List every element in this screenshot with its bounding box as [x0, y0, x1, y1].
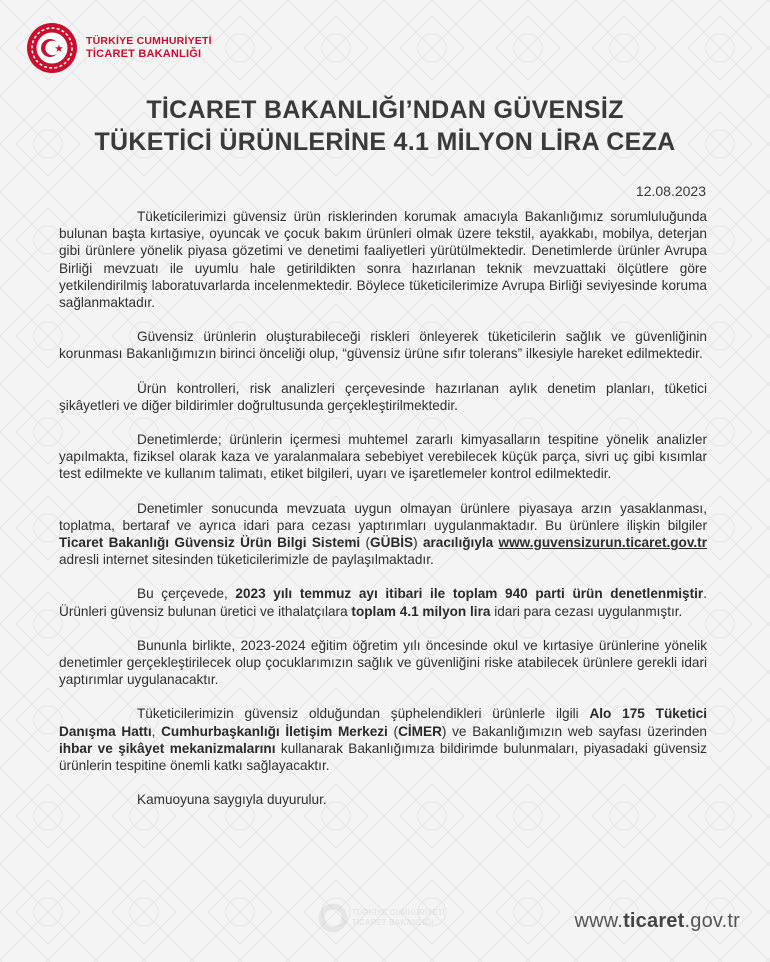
page-title [40, 94, 730, 158]
paragraph-5 [59, 500, 707, 569]
penalty-amount-highlight: toplam 4.1 milyon lira [351, 603, 491, 619]
paragraph-8-text: Tüketicilerimizin güvensiz olduğundan şüphelendikleri ürünlerle ilgili [137, 706, 590, 722]
footer-url-prefix: www. [574, 910, 624, 932]
paragraph-4: Denetimlerde; ürünlerin içermesi muhtemel zararlı kimyasalların tespitine yönelik analizler yapılmakta, fiziksel olarak kaza ve yaralanmalara sebebiyet verebilecek küçük parça, sivri uç gibi kısımlar test edilmekte ve kullanım talimatı, etiket bilgileri, uyarı ve işaretlemeler kontrol edilmektedir. [59, 432, 707, 482]
paragraph-6-text: . Ürünleri güvensiz bulunan üretici ve ithalatçılara [59, 586, 707, 619]
ministry-logo [26, 22, 212, 74]
gubis-abbreviation: GÜBİS [370, 535, 414, 551]
cimer-name: Cumhurbaşkanlığı İletişim Merkezi [161, 723, 388, 739]
paragraph-6 [59, 585, 707, 619]
paragraph-8-text: ( [387, 723, 399, 739]
paragraph-7: Bununla birlikte, 2023-2024 eğitim öğretim yılı öncesinde okul ve kırtasiye ürünlerine yönelik denetimler gerçekleştirilecek olup çocuklarımızın sağlık ve güvenliğini riske atabilecek ürünlere gerekli idari yaptırımlar uygulanacaktır. [59, 637, 707, 688]
paragraph-8-text: kullanarak Bakanlığımıza bildirimde bulunmaları, piyasadaki güvensiz ürünlerin tespitine önemli katkı sağlayacaktır. [59, 740, 707, 774]
paragraph-5-bold: aracılığıyla [422, 535, 494, 551]
watermark-line-1: TÜRKİYE CUMHURİYETİ [352, 908, 445, 917]
watermark-line-2: TİCARET BAKANLIĞI [352, 918, 434, 927]
logo-line-1: TÜRKİYE CUMHURİYETİ [86, 35, 212, 47]
inspection-count-highlight: 2023 yılı temmuz ayı itibari ile toplam 940 parti ürün denetlenmiştir [235, 586, 704, 602]
paragraph-3: Ürün kontrolleri, risk analizleri çerçevesinde hazırlanan aylık denetim planları, tüketici şikâyetleri ve diğer bildirimler doğrultusunda gerçekleştirilmektedir. [59, 380, 707, 413]
cimer-abbreviation: CİMER [398, 723, 442, 739]
paragraph-1: Tüketicilerimizi güvensiz ürün risklerinden korumak amacıyla Bakanlığımız sorumluluğunda bulunan başta kırtasiye, oyuncak ve çocuk bakım ürünleri olmak üzere tekstil, ayakkabı, mobilya, deterjan gibi ürünlere yönelik piyasa gözetimi ve denetimi faaliyetleri yürütülmektedir. Denetimlerde ürünler Avrupa Birliği mevzuatı ile uyumlu hale getirildikten sonra hazırlanan teknik mevzuattaki ölçütlere göre yetkilendirilmiş laboratuvarlarda incelenmektedir. Böylece tüketicilerimize Avrupa Birliği seviyesinde koruma sağlanmaktadır. [59, 209, 707, 311]
paragraph-5-text: adresli internet sitesinden tüketicilerimizle de paylaşılmaktadır. [59, 552, 434, 568]
footer-watermark-logo [318, 903, 445, 933]
paragraph-5-text: Denetimler sonucunda mevzuata uygun olmayan ürünlere piyasaya arzın yasaklanması, toplatma, bertaraf ve ayrıca idari para cezası yaptırımları uygulanmaktadır. Bu ürünlere ilişkin bilgiler [59, 500, 707, 533]
press-release-body [59, 208, 707, 825]
logo-line-2: TİCARET BAKANLIĞI [86, 48, 202, 60]
footer-url-suffix: .gov.tr [684, 910, 740, 932]
complaint-mechanisms: ihbar ve şikâyet mekanizmalarını [59, 740, 276, 756]
paragraph-2: Güvensiz ürünlerin oluşturabileceği riskleri önleyerek tüketicilerin sağlık ve güvenliğinin korunması Bakanlığımızın birinci önceliği olup, “güvensiz ürüne sıfır tolerans” ilkesiyle hareket edilmektedir. [59, 329, 707, 362]
gubis-system-name: Ticaret Bakanlığı Güvensiz Ürün Bilgi Sistemi [59, 535, 361, 551]
footer-url-domain: ticaret [623, 910, 685, 932]
paragraph-8-text: , [151, 723, 162, 739]
guvensiz-urun-link[interactable]: www.guvensizurun.ticaret.gov.tr [498, 535, 707, 551]
footer-website-link[interactable] [574, 910, 740, 933]
title-line-2: TÜKETİCİ ÜRÜNLERİNE 4.1 MİLYON LİRA CEZA [94, 128, 676, 156]
paragraph-6-text: idari para cezası uygulanmıştır. [490, 603, 683, 619]
paragraph-8-text: ) ve Bakanlığımızın web sayfası üzerinden [441, 723, 707, 739]
paragraph-5-text: ( [360, 535, 371, 551]
paragraph-5-text: ) [413, 535, 423, 551]
paragraph-6-text: Bu çerçevede, [137, 586, 236, 602]
paragraph-8 [59, 705, 707, 774]
title-line-1: TİCARET BAKANLIĞI’NDAN GÜVENSİZ [146, 96, 624, 124]
release-date: 12.08.2023 [635, 183, 706, 199]
watermark-emblem-icon [318, 903, 348, 933]
ministry-emblem-icon [26, 22, 78, 74]
alo-175-hotline: Alo 175 Tüketici Danışma Hattı [59, 706, 708, 739]
paragraph-9: Kamuoyuna saygıyla duyurulur. [137, 792, 327, 808]
